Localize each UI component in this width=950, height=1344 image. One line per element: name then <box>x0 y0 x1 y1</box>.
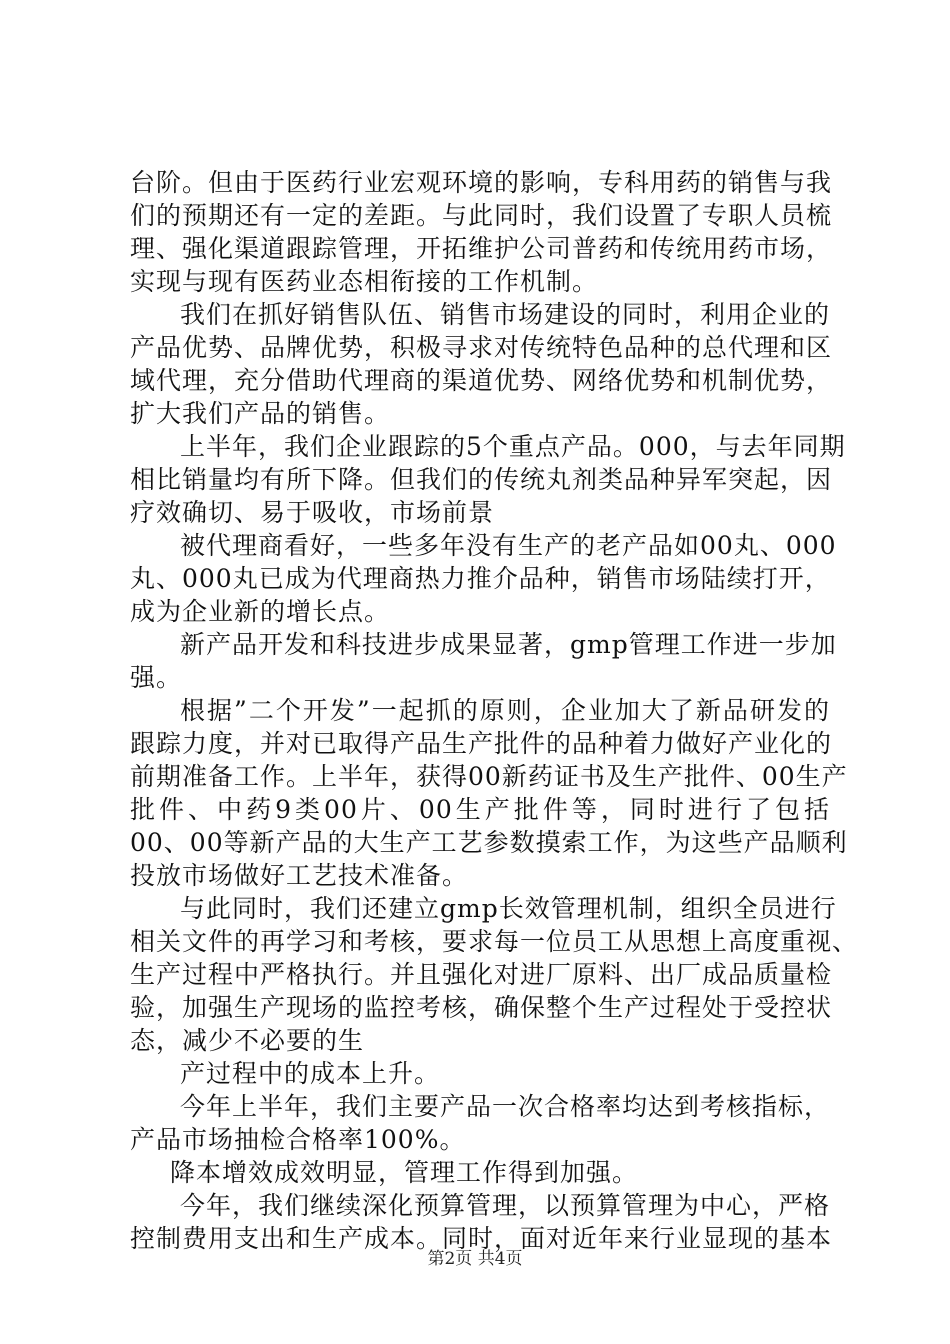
page-footer: 第2页 共4页 <box>427 1249 523 1269</box>
text-line: 我们在抓好销售队伍、销售市场建设的同时，利用企业的 <box>180 300 831 329</box>
text-line: 上半年，我们企业跟踪的5个重点产品。000，与去年同期 <box>180 432 846 461</box>
text-line: 扩大我们产品的销售。 <box>130 399 391 428</box>
document-body <box>130 166 859 1255</box>
text-line: 今年上半年，我们主要产品一次合格率均达到考核指标， <box>180 1092 831 1121</box>
text-line: 批件、中药9类00片、00生产批件等，同时进行了包括 <box>130 795 830 824</box>
text-line: 与此同时，我们还建立gmp长效管理机制，组织全员进行 <box>180 894 837 923</box>
text-line: 生产过程中严格执行。并且强化对进厂原料、出厂成品质量检 <box>130 960 833 989</box>
text-line: 域代理，充分借助代理商的渠道优势、网络优势和机制优势， <box>130 366 833 395</box>
text-line: 新产品开发和科技进步成果显著，gmp管理工作进一步加 <box>180 630 837 659</box>
text-line: 跟踪力度，并对已取得产品生产批件的品种着力做好产业化的 <box>130 729 833 758</box>
text-line: 强。 <box>130 663 183 692</box>
text-line: 实现与现有医药业态相衔接的工作机制。 <box>130 267 599 296</box>
text-line: 们的预期还有一定的差距。与此同时，我们设置了专职人员梳 <box>130 201 833 230</box>
text-line: 被代理商看好，一些多年没有生产的老产品如00丸、000 <box>180 531 837 560</box>
text-line: 产品市场抽检合格率100%。 <box>130 1125 466 1154</box>
text-line: 态，减少不必要的生 <box>130 1026 365 1055</box>
text-line: 控制费用支出和生产成本。同时，面对近年来行业显现的基本 <box>130 1224 833 1253</box>
text-line: 投放市场做好工艺技术准备。 <box>130 861 469 890</box>
text-line: 产品优势、品牌优势，积极寻求对传统特色品种的总代理和区 <box>130 333 833 362</box>
text-line: 根据”二个开发”一起抓的原则，企业加大了新品研发的 <box>180 696 830 725</box>
text-line: 前期准备工作。上半年，获得00新药证书及生产批件、00生产 <box>130 762 848 791</box>
text-line: 00、00等新产品的大生产工艺参数摸索工作，为这些产品顺利 <box>130 828 848 857</box>
text-line: 产过程中的成本上升。 <box>180 1059 441 1088</box>
text-line: 理、强化渠道跟踪管理，开拓维护公司普药和传统用药市场， <box>130 234 833 263</box>
text-line: 丸、000丸已成为代理商热力推介品种，销售市场陆续打开， <box>130 564 831 593</box>
text-line: 疗效确切、易于吸收，市场前景 <box>130 498 495 527</box>
text-line: 验，加强生产现场的监控考核，确保整个生产过程处于受控状 <box>130 993 833 1022</box>
text-line: 成为企业新的增长点。 <box>130 597 391 626</box>
text-line: 降本增效成效明显，管理工作得到加强。 <box>170 1158 639 1187</box>
text-line: 今年，我们继续深化预算管理，以预算管理为中心，严格 <box>180 1191 831 1220</box>
text-line: 相比销量均有所下降。但我们的传统丸剂类品种异军突起，因 <box>130 465 833 494</box>
text-line: 台阶。但由于医药行业宏观环境的影响，专科用药的销售与我 <box>130 168 833 197</box>
text-line: 相关文件的再学习和考核，要求每一位员工从思想上高度重视、 <box>130 927 859 956</box>
